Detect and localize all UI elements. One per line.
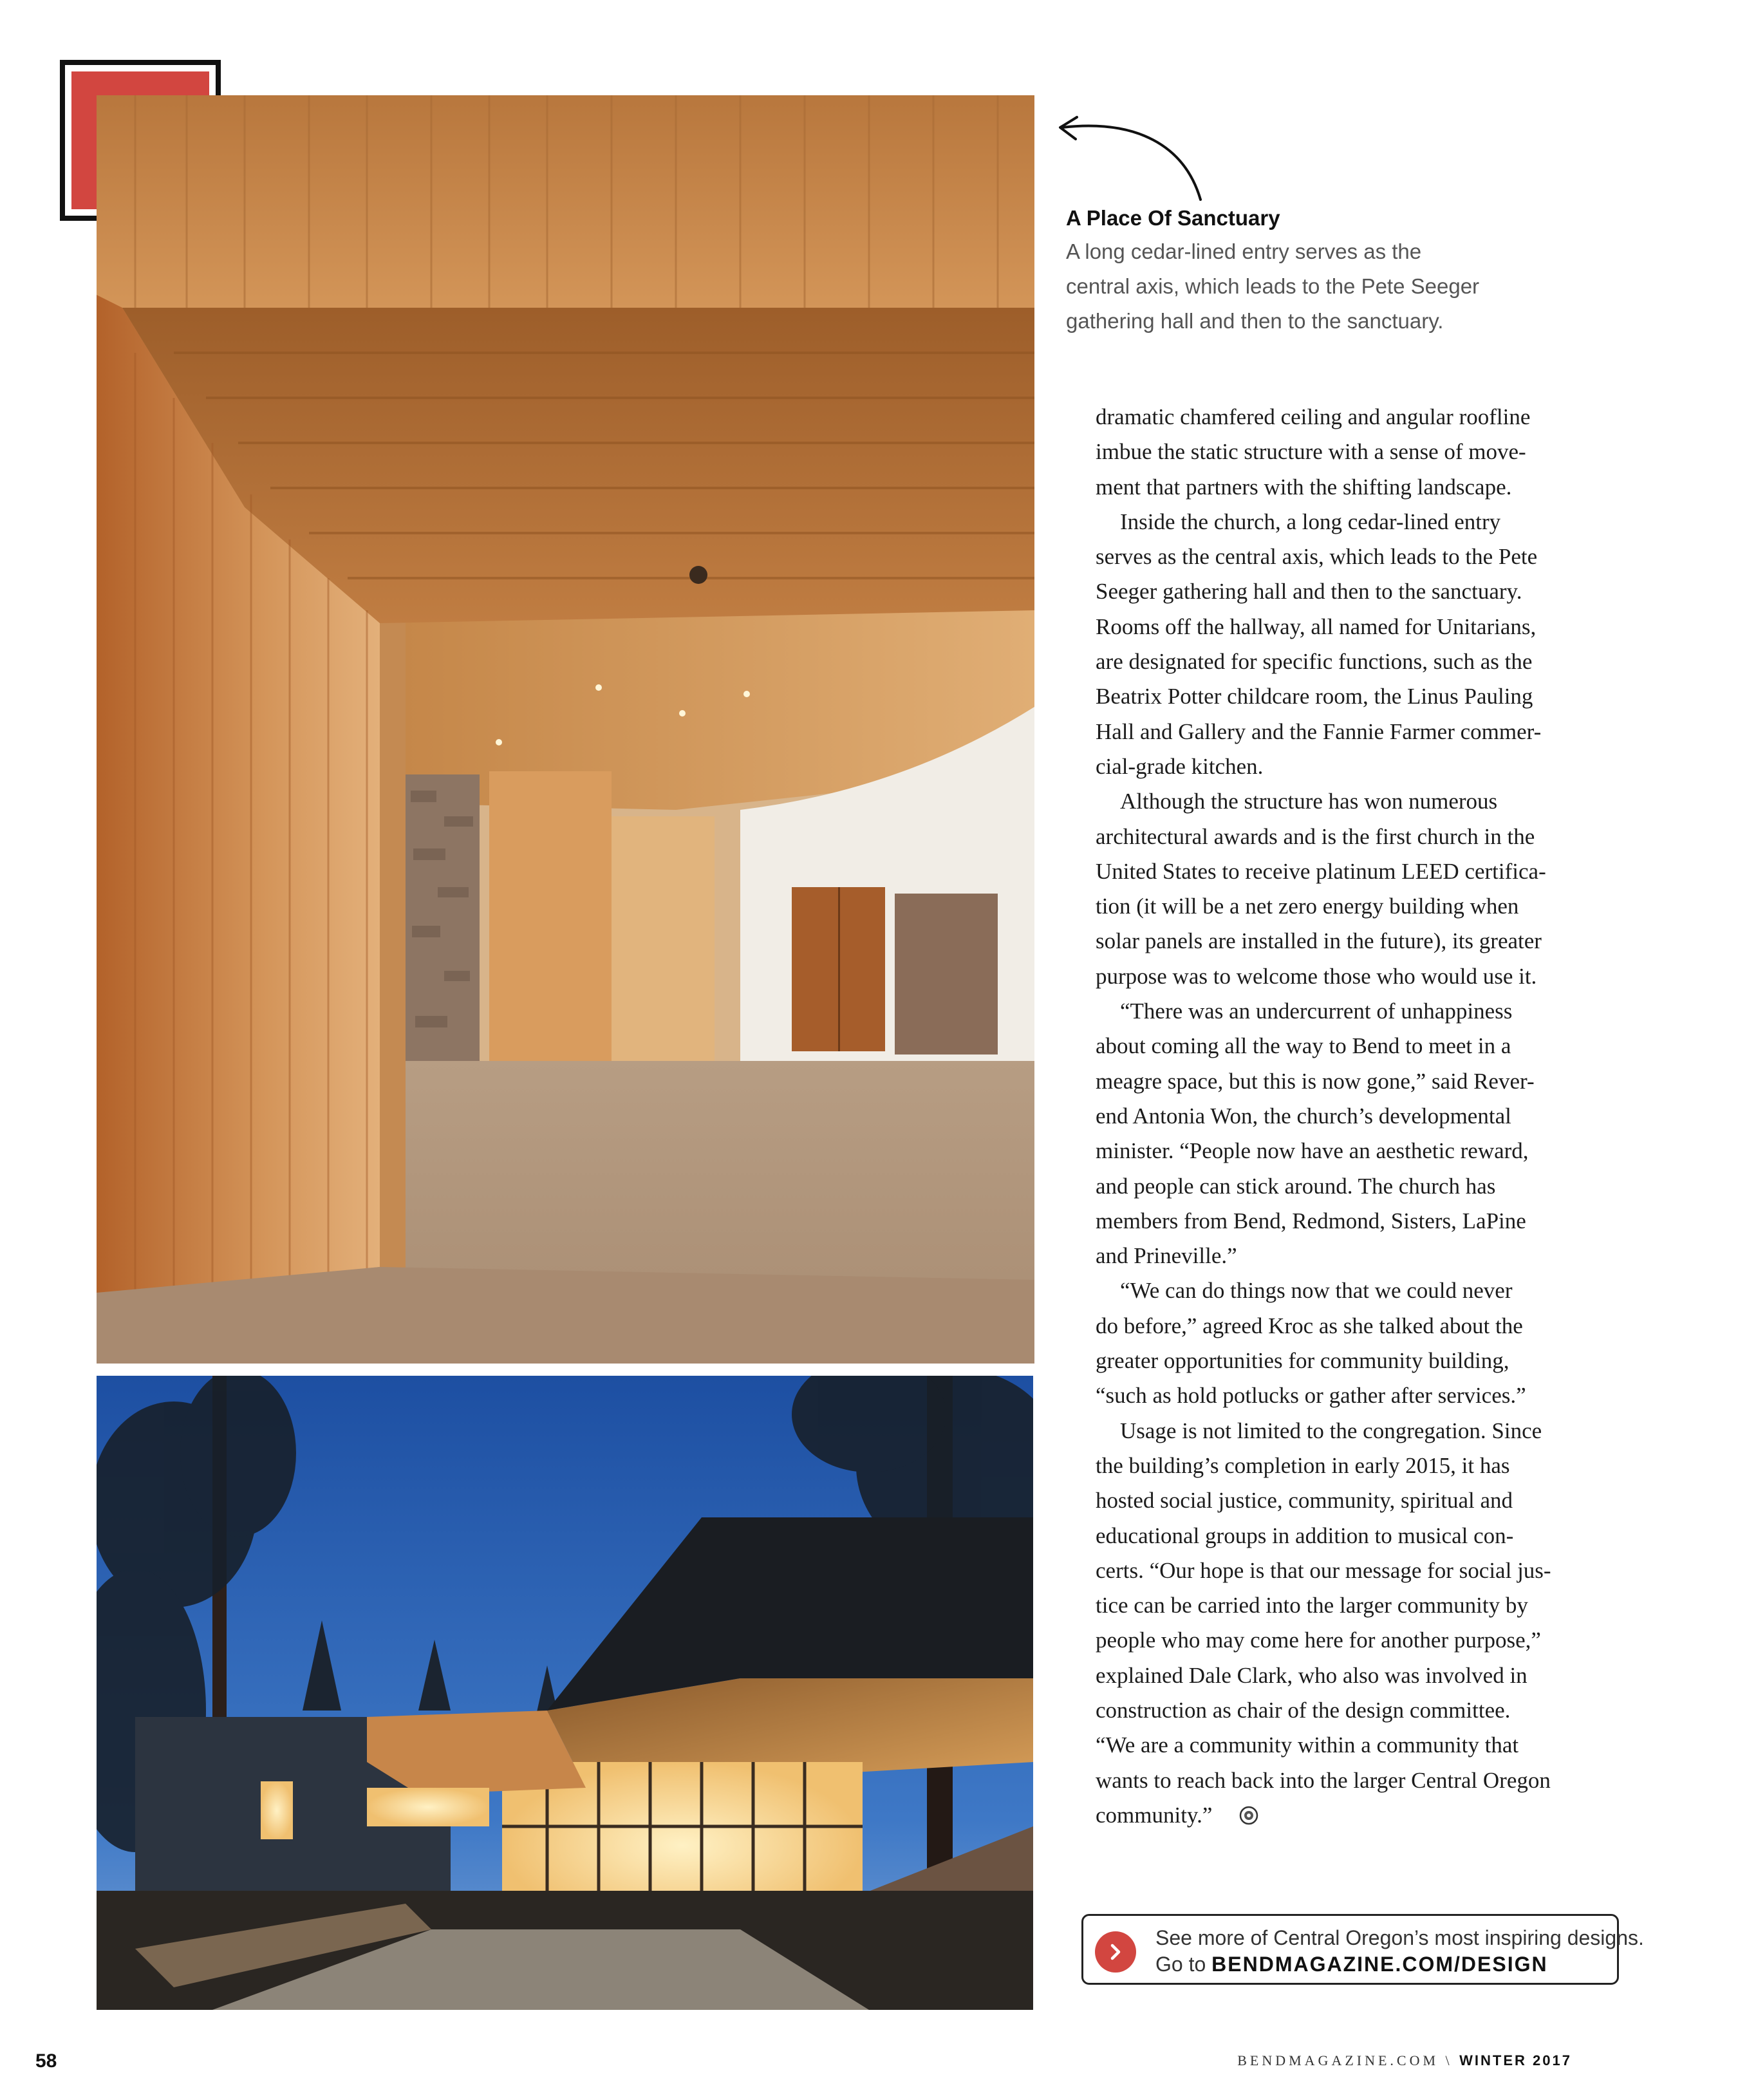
article-body — [1096, 400, 1585, 1833]
end-mark-icon — [1215, 1801, 1234, 1820]
article-line: about coming all the way to Bend to meet in a — [1096, 1033, 1511, 1059]
article-line: greater opportunities for community building, — [1096, 1348, 1509, 1374]
footer-site: BENDMAGAZINE.COM — [1237, 2052, 1439, 2068]
article-line: solar panels are installed in the future), its greater — [1096, 928, 1542, 954]
article-line: imbue the static structure with a sense of move- — [1096, 439, 1526, 465]
article-line: community.” — [1096, 1802, 1213, 1828]
article-line: Although the structure has won numerous — [1120, 789, 1498, 814]
article-line: “We are a community within a community that — [1096, 1732, 1519, 1758]
article-line: educational groups in addition to musical con- — [1096, 1523, 1514, 1548]
caption-title: A Place Of Sanctuary — [1066, 206, 1280, 230]
article-line: Inside the church, a long cedar-lined entry — [1120, 509, 1501, 534]
article-line: certs. “Our hope is that our message for social jus- — [1096, 1557, 1551, 1583]
article-line: wants to reach back into the larger Central Oregon — [1096, 1767, 1551, 1793]
design-link-line1: See more of Central Oregon’s most inspiring designs. — [1155, 1926, 1644, 1949]
article-line: serves as the central axis, which leads to the Pete — [1096, 544, 1538, 570]
article-line: Seeger gathering hall and then to the sanctuary. — [1096, 579, 1522, 605]
article-line: tion (it will be a net zero energy building when — [1096, 894, 1519, 919]
article-line: the building’s completion in early 2015, it has — [1096, 1452, 1510, 1478]
caption-line: gathering hall and then to the sanctuary. — [1066, 309, 1444, 333]
article-line: Beatrix Potter childcare room, the Linus Pauling — [1096, 684, 1533, 709]
article-line: meagre space, but this is now gone,” said Rever- — [1096, 1068, 1535, 1094]
footer-separator: \ — [1445, 2052, 1453, 2068]
article-line: “such as hold potlucks or gather after services.” — [1096, 1383, 1526, 1409]
article-line: people who may come here for another purpose,” — [1096, 1627, 1541, 1653]
article-line: dramatic chamfered ceiling and angular roofline — [1096, 404, 1531, 429]
caption-body — [1066, 234, 1517, 339]
page-number: 58 — [35, 2050, 57, 2072]
article-line: Hall and Gallery and the Fannie Farmer commer- — [1096, 718, 1542, 744]
article-paragraph — [1096, 505, 1585, 784]
article-line: and people can stick around. The church has — [1096, 1173, 1496, 1199]
caption-line: central axis, which leads to the Pete Seeger — [1066, 274, 1480, 298]
article-line: hosted social justice, community, spiritual and — [1096, 1488, 1513, 1514]
design-link-text — [1155, 1925, 1644, 1978]
design-link-url[interactable]: BENDMAGAZINE.COM/DESIGN — [1211, 1953, 1548, 1976]
interior-photo — [97, 95, 1034, 1364]
article-line: Rooms off the hallway, all named for Unitarians, — [1096, 614, 1537, 639]
article-line: Usage is not limited to the congregation. Since — [1120, 1418, 1542, 1443]
article-line: purpose was to welcome those who would use it. — [1096, 963, 1537, 989]
caption-line: A long cedar-lined entry serves as the — [1066, 239, 1422, 263]
footer-issue: WINTER 2017 — [1459, 2052, 1572, 2068]
design-link-prefix: Go to — [1155, 1953, 1212, 1976]
article-line: ment that partners with the shifting landscape. — [1096, 474, 1512, 500]
chevron-right-icon[interactable] — [1095, 1931, 1136, 1973]
article-line: and Prineville.” — [1096, 1243, 1237, 1269]
article-line: architectural awards and is the first church in the — [1096, 823, 1535, 849]
design-link-box[interactable] — [1081, 1914, 1644, 1985]
article-paragraph — [1096, 1273, 1585, 1413]
page-footer — [1237, 2052, 1572, 2069]
article-paragraph — [1096, 400, 1585, 505]
article-line: are designated for specific functions, such as the — [1096, 649, 1533, 675]
article-line: end Antonia Won, the church’s developmental — [1096, 1103, 1511, 1129]
exterior-photo — [97, 1376, 1033, 2010]
article-paragraph — [1096, 1414, 1585, 1833]
article-line: do before,” agreed Kroc as she talked about the — [1096, 1313, 1523, 1338]
article-line: United States to receive platinum LEED certifica- — [1096, 858, 1546, 884]
article-line: “We can do things now that we could never — [1120, 1278, 1513, 1304]
article-line: minister. “People now have an aesthetic reward, — [1096, 1138, 1529, 1164]
article-line: cial-grade kitchen. — [1096, 753, 1264, 779]
article-paragraph — [1096, 784, 1585, 994]
article-line: “There was an undercurrent of unhappiness — [1120, 998, 1513, 1024]
article-line: construction as chair of the design committee. — [1096, 1697, 1511, 1723]
photo-caption — [1066, 206, 1517, 339]
article-line: tice can be carried into the larger community by — [1096, 1593, 1528, 1618]
caption-arrow-icon — [1046, 109, 1213, 206]
article-line: explained Dale Clark, who also was involved in — [1096, 1662, 1528, 1688]
article-paragraph — [1096, 994, 1585, 1273]
article-line: members from Bend, Redmond, Sisters, LaPine — [1096, 1208, 1526, 1233]
